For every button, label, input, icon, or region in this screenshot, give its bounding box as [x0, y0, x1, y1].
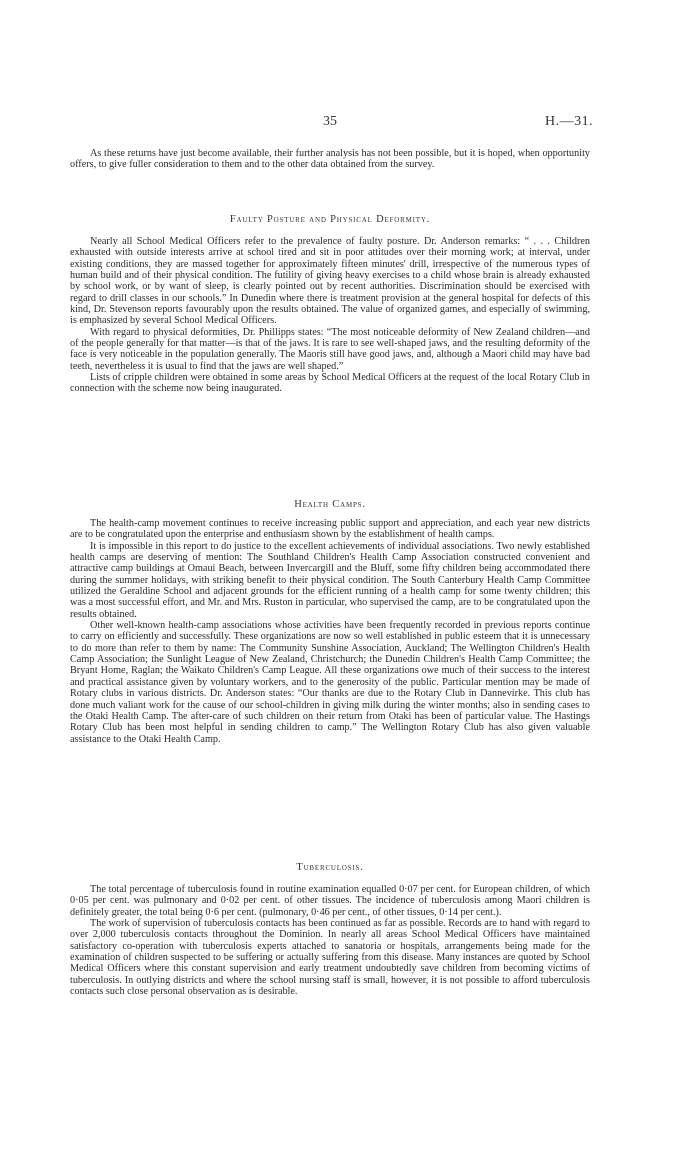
tuberculosis-text — [70, 884, 590, 997]
paragraph: The work of supervision of tuberculosis contacts has been continued as far as possible. Records are to hand with regard to over 2,000 tuberculosis contacts throughout the Dominion. In nearly all areas School Medical Officers have maintained satisfactory co-operation with tuberculosis experts attached to sanatoria or hospitals, arrangements being made for the examination of children suspected to be suffering or actually suffering from this disease. Many instances are quoted by School Medical Officers where this constant supervision and early treatment undoubtedly save children from becoming victims of tuberculosis. In outlying districts and where the school nursing staff is small, however, it is not possible to afford tuberculosis contacts such close personal observation as is desirable. — [70, 918, 590, 998]
paragraph: With regard to physical deformities, Dr. Phillipps states: “The most noticeable deformity of New Zealand children—and of the people generally for that matter—is that of the jaws. It is rare to see well-shaped jaws, and the resulting deformity of the face is very noticeable in the population generally. The Maoris still have good jaws, and, although a Maori child may have bad teeth, nevertheless it is usual to find that the jaws are well shaped.” — [70, 326, 590, 372]
section-heading-faulty-posture: Faulty Posture and Physical Deformity. — [229, 214, 431, 225]
paragraph: It is impossible in this report to do justice to the excellent achievements of individual associations. Two newly established health camps are deserving of mention: The Southland Children's Health Camp Association constructed convenient and attractive camp buildings at Omaui Beach, between Invercargill and the Bluff, some fifty children being accommodated there during the summer holidays, with striking benefit to their physical condition. The South Canterbury Health Camp Committee utilized the Geraldine School and adjacent grounds for the efficient running of a health camp for some twenty children; this was a most successful effort, and Mr. and Mrs. Ruston in particular, who supervised the camp, are to be congratulated upon the results obtained. — [70, 540, 590, 620]
document-reference: H.—31. — [545, 114, 594, 129]
intro-text — [70, 148, 590, 171]
paragraph: As these returns have just become available, their further analysis has not been possible, but it is hoped, when opportunity offers, to give fuller consideration to them and to the other data obtained from the survey. — [70, 148, 590, 171]
section-heading-health-camps: Health Camps. — [294, 499, 366, 510]
paragraph: Nearly all School Medical Officers refer to the prevalence of faulty posture. Dr. Anderson remarks: “ . . . Children exhausted with outside interests arrive at school tired and sit in poor attitudes over their morning work; at interval, under existing conditions, they are massed together for approximately fifteen minutes' drill, irrespective of the numerous types of human build and of their physical condition. The futility of giving heavy exercises to a child whose brain is already exhausted by school work, or by want of sleep, is clearly pointed out by recent authorities. Discrimination should be exercised with regard to drill classes in our schools.” In Dunedin where there is treatment provision at the general hospital for defects of this kind, Dr. Stevenson reports favourably upon the results obtained. The value of organized games, and especially of swimming, is emphasized by several School Medical Officers. — [70, 236, 590, 327]
paragraph: Lists of cripple children were obtained in some areas by School Medical Officers at the request of the local Rotary Club in connection with the scheme now being inaugurated. — [70, 372, 590, 395]
page-number: 35 — [323, 114, 337, 129]
paragraph: Other well-known health-camp associations whose activities have been frequently recorded in previous reports continue to carry on efficiently and successfully. These organizations are now so well established in public esteem that it is unnecessary to do more than refer to them by name: The Community Sunshine Association, Auckland; The Wellington Children's Health Camp Association; the Sunlight League of New Zealand, Christchurch; the Dunedin Children's Health Camp Committee; the Bryant Home, Raglan; the Waikato Children's Camp League. All these organizations owe much of their success to the interest and practical assistance given by voluntary workers, and to the generosity of the public. Particular mention may be made of Rotary clubs in various districts. Dr. Anderson states: “Our thanks are due to the Rotary Club in Dannevirke. This club has done much valiant work for the cause of our school-children in giving milk during the winter months; also in sending cases to the Otaki Health Camp. The after-care of such children on their return from Otaki has been of particular value. The Hastings Rotary Club has been most helpful in sending children to camp.” The Wellington Rotary Club has also given valuable assistance to the Otaki Health Camp. — [70, 620, 590, 745]
paragraph: The total percentage of tuberculosis found in routine examination equalled 0·07 per cent. for European children, of which 0·05 per cent. was pulmonary and 0·02 per cent. of other tissues. The incidence of tuberculosis among Maori children is definitely greater, the total being 0·6 per cent. (pulmonary, 0·46 per cent., of other tissues, 0·14 per cent.). — [70, 884, 590, 918]
section-heading-tuberculosis: Tuberculosis. — [296, 862, 364, 873]
faulty-posture-text — [70, 236, 590, 395]
paragraph: The health-camp movement continues to receive increasing public support and appreciation, and each year new districts are to be congratulated upon the enterprise and enthusiasm shown by the establishment of health camps. — [70, 518, 590, 541]
health-camps-text — [70, 518, 590, 745]
